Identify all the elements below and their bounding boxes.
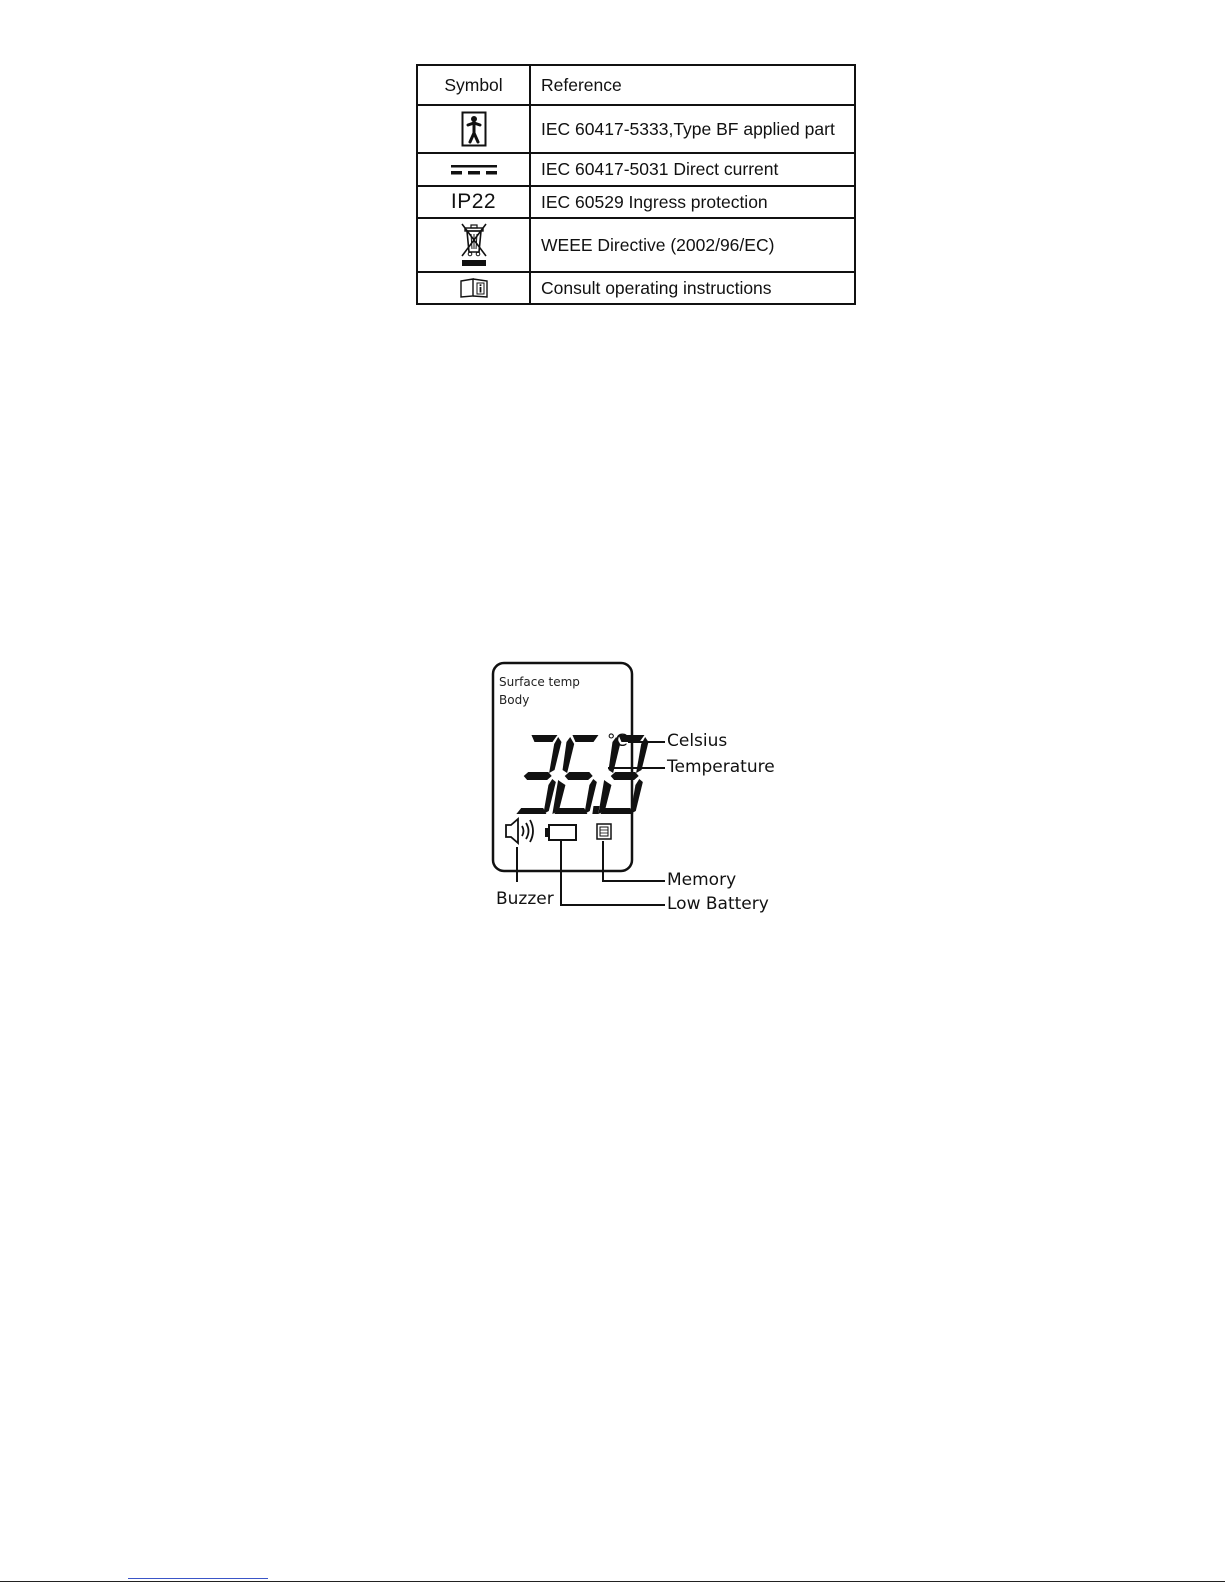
reference-cell: IEC 60417-5031 Direct current bbox=[530, 153, 855, 186]
symbol-cell bbox=[417, 186, 530, 218]
ip-rating-label: IP22 bbox=[450, 190, 497, 213]
footer-rule bbox=[0, 1581, 1225, 1582]
type-bf-applied-part-icon bbox=[461, 111, 487, 147]
lcd-display-diagram bbox=[490, 660, 800, 930]
reference-cell: WEEE Directive (2002/96/EC) bbox=[530, 218, 855, 272]
table-row bbox=[417, 218, 855, 272]
table-row bbox=[417, 272, 855, 304]
weee-crossed-bin-icon bbox=[458, 222, 490, 268]
consult-instructions-icon bbox=[459, 278, 489, 298]
reference-cell: IEC 60417-5333,Type BF applied part bbox=[530, 105, 855, 153]
table-row bbox=[417, 186, 855, 218]
callout-temperature: Temperature bbox=[667, 757, 775, 777]
symbol-reference-table bbox=[416, 64, 856, 305]
memory-icon bbox=[597, 824, 611, 839]
callout-buzzer: Buzzer bbox=[496, 889, 554, 909]
callout-low-battery: Low Battery bbox=[667, 894, 769, 914]
low-battery-icon bbox=[546, 825, 576, 840]
buzzer-icon bbox=[506, 819, 533, 843]
symbol-cell bbox=[417, 272, 530, 304]
symbol-column-header: Symbol bbox=[417, 65, 530, 105]
reference-cell: Consult operating instructions bbox=[530, 272, 855, 304]
lcd-mode-body: Body bbox=[499, 693, 530, 707]
temperature-digits bbox=[516, 735, 649, 814]
lcd-mode-surface-temp: Surface temp bbox=[499, 675, 580, 689]
symbol-cell bbox=[417, 105, 530, 153]
table-row bbox=[417, 153, 855, 186]
reference-cell: IEC 60529 Ingress protection bbox=[530, 186, 855, 218]
symbol-cell bbox=[417, 153, 530, 186]
callout-memory: Memory bbox=[667, 870, 737, 890]
callout-celsius: Celsius bbox=[667, 731, 728, 751]
celsius-unit-symbol: °C bbox=[607, 731, 628, 751]
table-row bbox=[417, 105, 855, 153]
callout-leader-lines bbox=[517, 742, 665, 905]
reference-column-header: Reference bbox=[530, 65, 855, 105]
symbol-cell bbox=[417, 218, 530, 272]
table-header-row bbox=[417, 65, 855, 105]
direct-current-icon bbox=[451, 164, 497, 176]
footer-link-underline bbox=[128, 1578, 268, 1579]
